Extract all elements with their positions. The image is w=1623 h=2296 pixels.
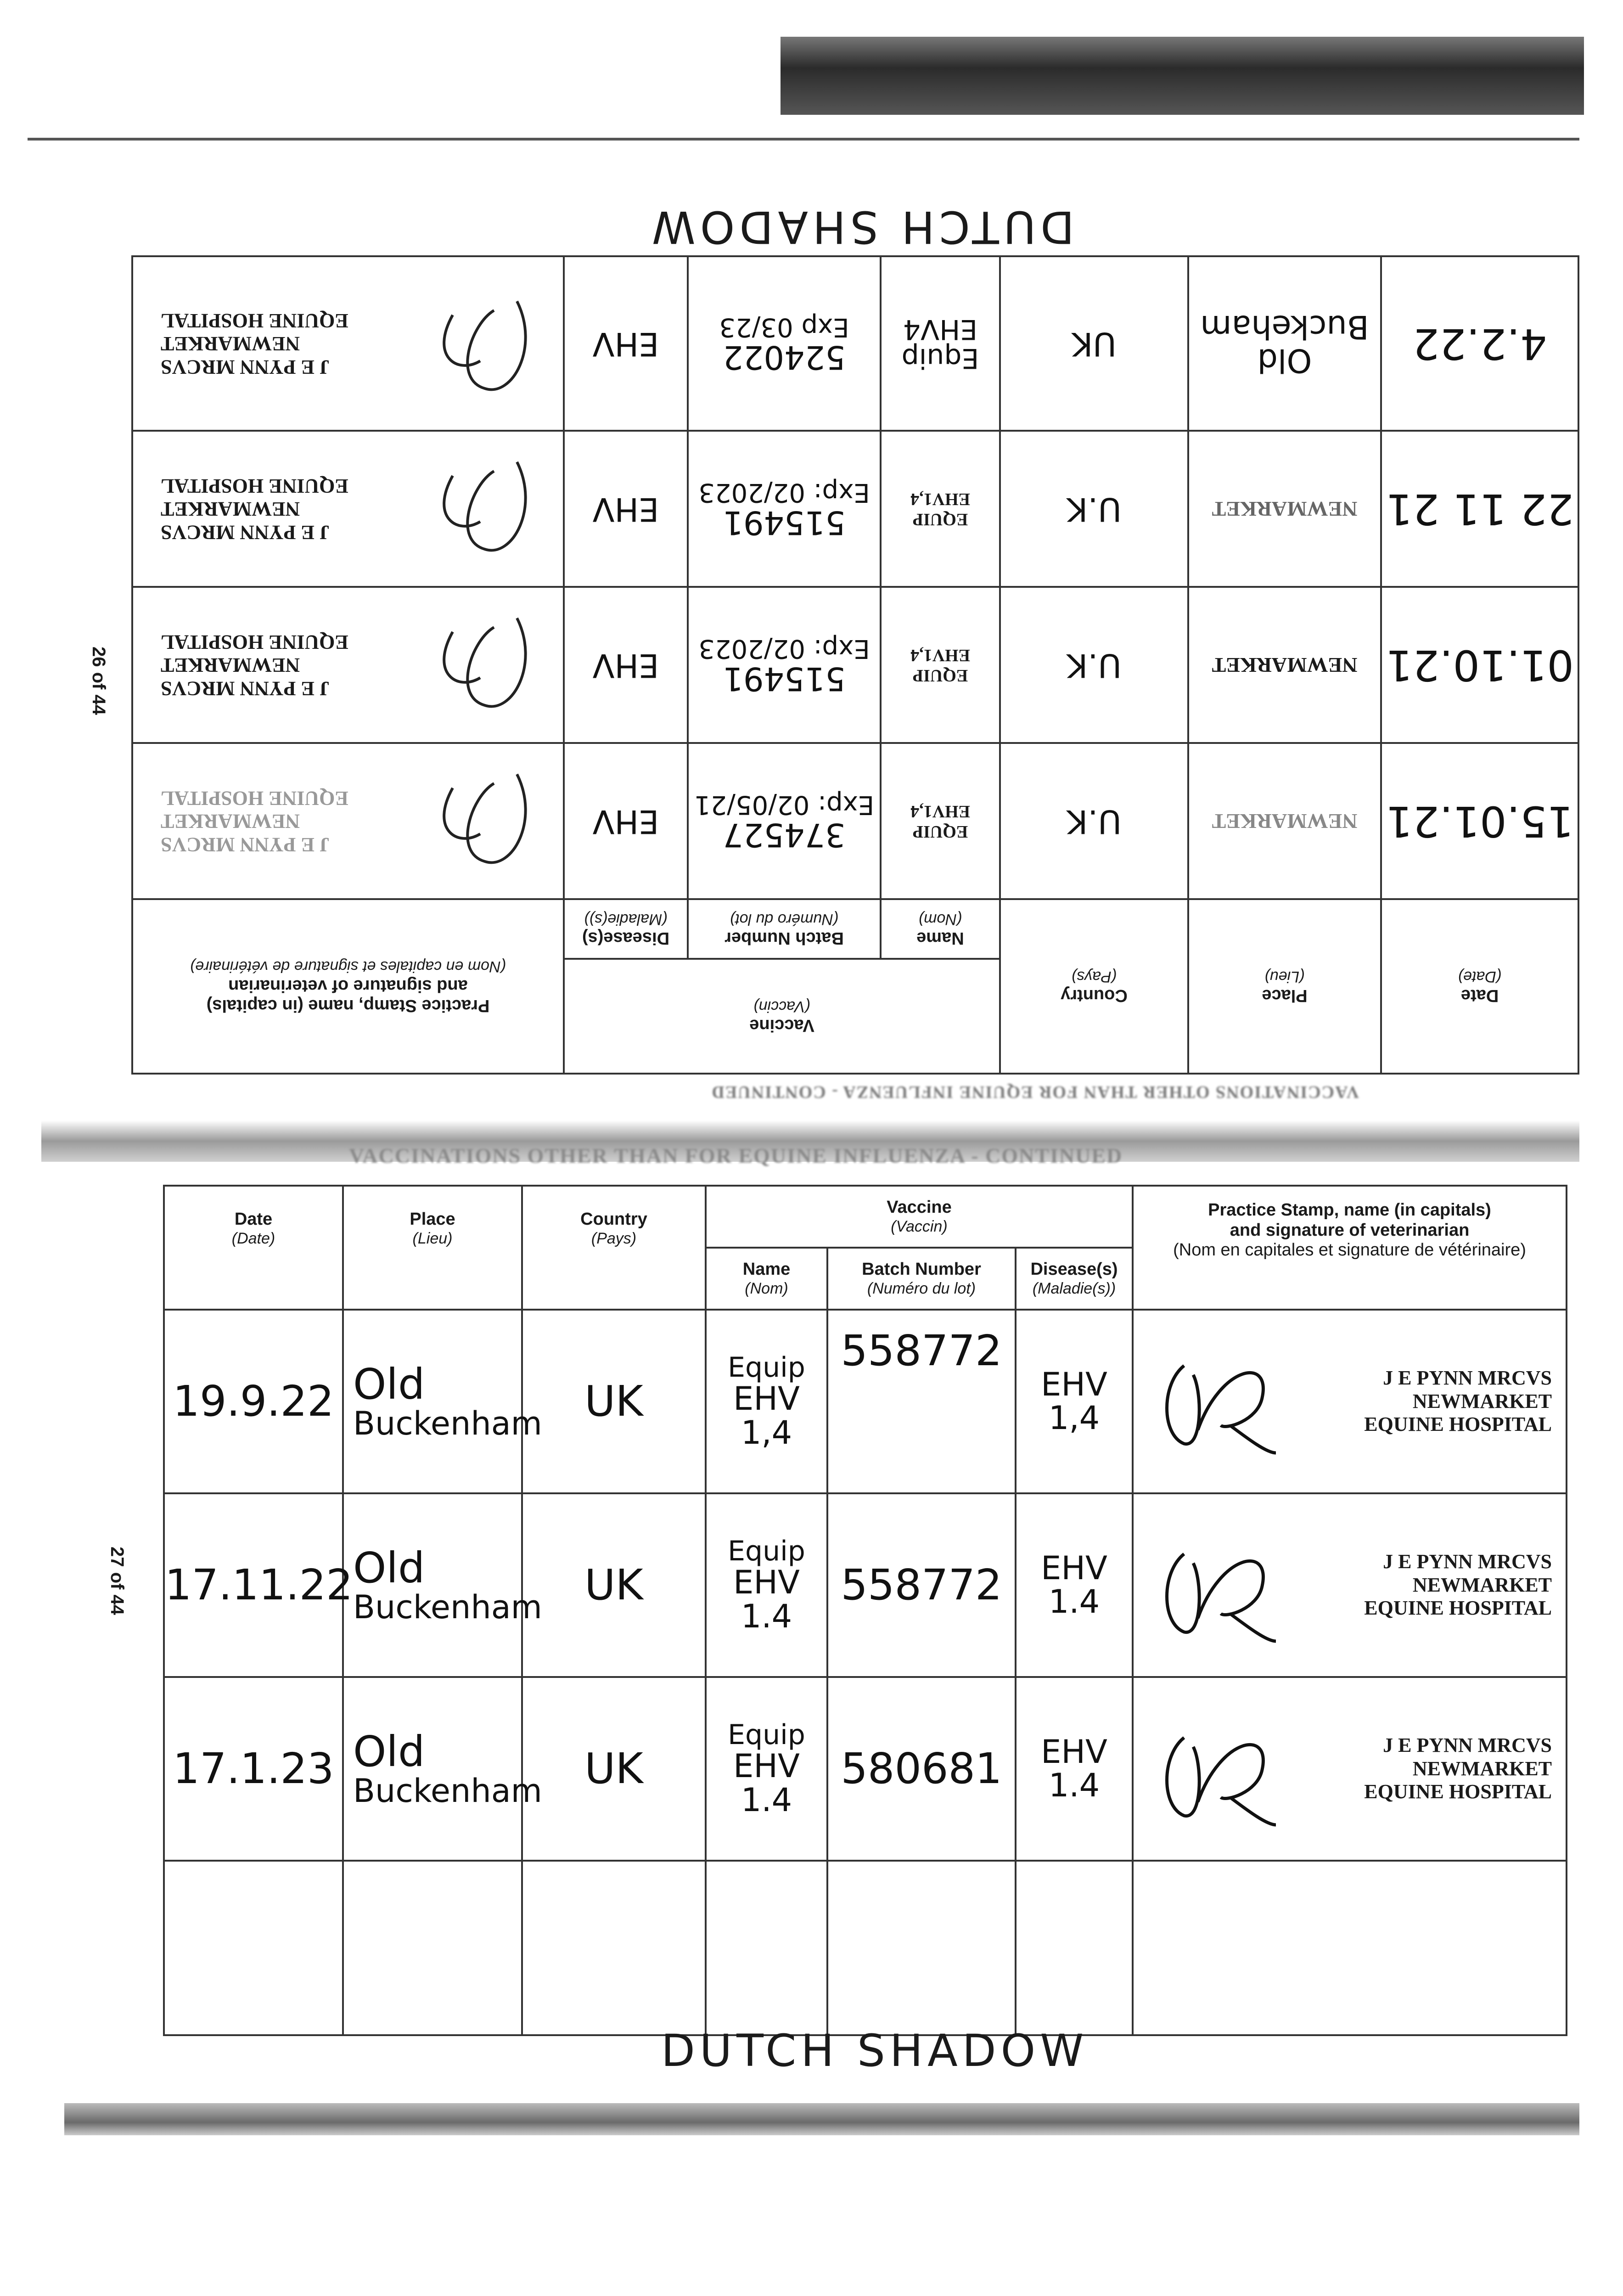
- header-vaccine: Vaccine: [887, 1198, 952, 1217]
- header-disease: Disease(s): [582, 929, 670, 948]
- vaccination-table-bottom: Date (Date) Place (Lieu) Country (Pays) Vaccine (Vaccin) Practice Stamp, name (in capitals) and signature of veterinarian (Nom en capitales et signature de vétérinaire) Name (Nom) Batch Number (Numéro du lot) Disease(s) (Maladie(s)) 19.9.22 Old Buckenham UK Equip EHV 1,4 558772 EHV 1,4 J E PYNN MRCVS NEWMARKET EQUINE HOSPITAL 17.11.22 Old Buckenham UK Equip EHV 1.4 558772 EHV 1.4 J E PYNN MRCVS NEWMARKET EQUINE HOSPITAL 17.1.23 Old Buckenham UK Equip EHV 1.4 580681 EHV 1.4 J E PYNN MRCVS NEWMARKET EQUINE HOSPITAL: [163, 1185, 1567, 2036]
- row-date: 19.9.22: [164, 1310, 343, 1493]
- table-row: 17.11.22 Old Buckenham UK Equip EHV 1.4 558772 EHV 1.4 J E PYNN MRCVS NEWMARKET EQUINE HOSPITAL: [164, 1493, 1567, 1677]
- page-number-bottom: 27 of 44: [107, 1547, 127, 1615]
- section-banner-bottom: VACCINATIONS OTHER THAN FOR EQUINE INFLUENZA - CONTINUED: [349, 1144, 1123, 1167]
- signature: [425, 751, 545, 889]
- page-number-top: 26 of 44: [88, 647, 109, 715]
- header-date: Date: [234, 1210, 273, 1229]
- header-place: Place: [410, 1210, 455, 1229]
- section-banner-top: VACCINATIONS OTHER THAN FOR EQUINE INFLUENZA - CONTINUED: [711, 1082, 1359, 1102]
- header-name: Name: [742, 1260, 791, 1279]
- table-row: 01.10.21 NEWMARKET U.K EQUIP EHV1,4 515491 Exp: 02/2023 EHV J E PYNN MRCVS NEWMARKET EQUINE HOSPITAL: [132, 587, 1578, 743]
- header-country: Country: [580, 1210, 647, 1229]
- header-country: Country: [1061, 986, 1128, 1006]
- horse-name-bottom: DUTCH SHADOW: [661, 2025, 1089, 2077]
- header-disease: Disease(s): [1030, 1260, 1118, 1279]
- scan-shadow-top: [781, 37, 1584, 115]
- header-batch: Batch Number: [724, 929, 844, 948]
- signature: [1152, 1526, 1290, 1655]
- row-date: 17.11.22: [164, 1493, 343, 1677]
- signature: [425, 278, 545, 416]
- signature: [1152, 1710, 1290, 1839]
- header-stamp: Practice Stamp, name (in capitals): [206, 996, 490, 1016]
- table-row: 4.2.22 Old Buckeham UK Equip EHV4 524022 Exp 03/23 EHV J E PYNN MRCVS NEWMARKET EQUINE HOSPITAL: [132, 256, 1578, 431]
- row-date: 17.1.23: [164, 1677, 343, 1861]
- table-row: 22 11 21 NEWMARKET U.K EQUIP EHV1,4 515491 Exp: 02/2023 EHV J E PYNN MRCVS NEWMARKET EQUINE HOSPITAL: [132, 431, 1578, 587]
- header-stamp: Practice Stamp, name (in capitals): [1208, 1200, 1491, 1220]
- table-row: 19.9.22 Old Buckenham UK Equip EHV 1,4 558772 EHV 1,4 J E PYNN MRCVS NEWMARKET EQUINE HOSPITAL: [164, 1310, 1567, 1493]
- vaccination-table-top: Date (Date) Place (Lieu) Country (Pays) Vaccine (Vaccin) Practice Stamp, name (in capitals) and signature of veterinarian (Nom en capitales et signature de vétérinaire) Name (Nom) Batch Number (Numéro du lot) Disease(s) (Maladie(s)) 15.01.21 NEWMARKET U.K EQUIP EHV1,4 374527 Exp: 02/05/21 EHV J E PYNN MRCVS NEWMARKET EQUINE HOSPITAL 01.10.21 NEWMARKET U.K EQUIP EHV1,4 515491 Exp: 02/2023 EHV J E PYNN MRCVS NEWMARKET EQUINE HOSPITAL 22 11 21 NEWMARKET U.K EQUIP EHV1,4 515491 Exp: 02/2023 EHV J E PYNN MRCVS NEWMARKET EQUINE HOSPITAL 4.2.22 Old Buckeham UK Equip EHV4 524022 Exp 03/23 EHV J E PYNN MRCVS NEWMARKET EQUINE HOSPITAL: [131, 255, 1579, 1075]
- scan-shadow-bottom: [64, 2103, 1579, 2135]
- header-vaccine: Vaccine: [749, 1016, 814, 1035]
- signature: [1152, 1338, 1290, 1467]
- header-place: Place: [1262, 986, 1308, 1006]
- header-date: Date: [1460, 986, 1499, 1006]
- signature: [425, 439, 545, 577]
- header-batch: Batch Number: [862, 1260, 981, 1279]
- signature: [425, 595, 545, 733]
- table-row: 17.1.23 Old Buckenham UK Equip EHV 1.4 580681 EHV 1.4 J E PYNN MRCVS NEWMARKET EQUINE HOSPITAL: [164, 1677, 1567, 1861]
- top-page: [88, 138, 1579, 1111]
- table-row: 15.01.21 NEWMARKET U.K EQUIP EHV1,4 374527 Exp: 02/05/21 EHV J E PYNN MRCVS NEWMARKET EQUINE HOSPITAL: [132, 743, 1578, 899]
- header-name: Name: [916, 929, 964, 948]
- horse-name-top: DUTCH SHADOW: [647, 201, 1074, 253]
- table-row-empty: [164, 1861, 1567, 2035]
